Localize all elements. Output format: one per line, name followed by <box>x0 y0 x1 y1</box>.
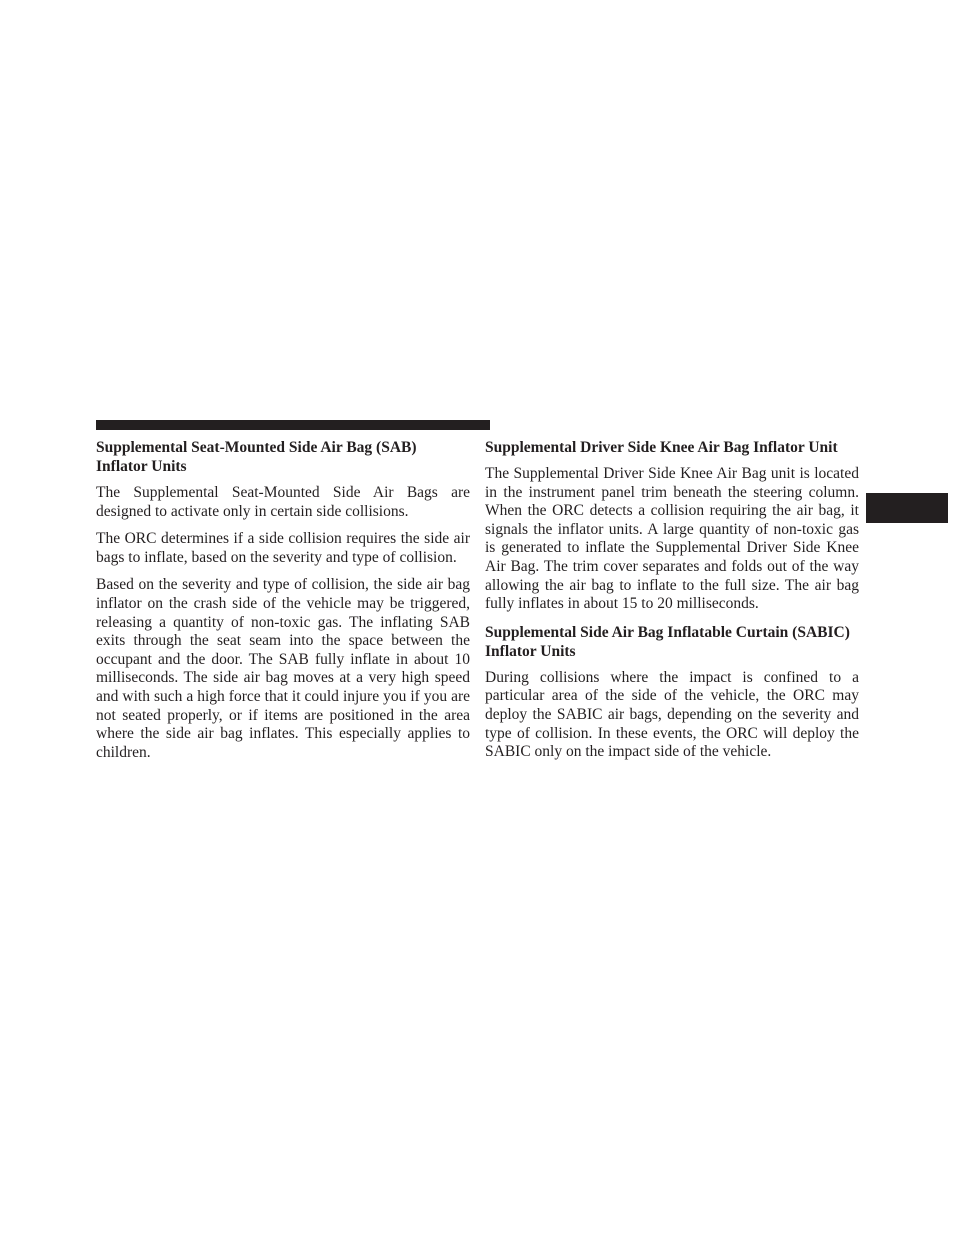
section-top-rule <box>96 420 490 430</box>
sab-heading: Supplemental Seat-Mounted Side Air Bag (SAB) Inflator Units <box>96 439 417 475</box>
right-column <box>485 438 859 771</box>
sabic-heading: Supplemental Side Air Bag Inflatable Curtain (SABIC) Inflator Units <box>485 623 850 660</box>
chapter-edge-tab <box>866 493 948 523</box>
left-column <box>96 438 470 771</box>
sab-paragraph-3: Based on the severity and type of collision, the side air bag inflator on the crash side of the vehicle may be triggered, releasing a quantity of non-toxic gas. The inflating SAB exits through the seat seam into the space between the occupant and the door. The SAB fully inflate in about 10 milliseconds. The side air bag moves at a very high speed and with such a high force that it could injure you if you are not seated properly, or if items are positioned in the area where the side air bag inflates. This especially applies to children. <box>96 576 470 761</box>
knee-air-bag-heading: Supplemental Driver Side Knee Air Bag Inflator Unit <box>485 439 838 456</box>
knee-air-bag-paragraph: The Supplemental Driver Side Knee Air Bag unit is located in the instrument panel trim beneath the steering column. When the ORC detects a collision requiring the air bag, it signals the inflator units. A large quantity of non-toxic gas is generated to inflate the Supplemental Driver Side Knee Air Bag. The trim cover separates and folds out of the way allowing the air bag to inflate to the full size. The air bag fully inflates in about 15 to 20 milliseconds. <box>485 465 859 613</box>
sab-paragraph-2: The ORC determines if a side collision requires the side air bags to inflate, based on the severity and type of collision. <box>96 530 470 566</box>
sabic-paragraph: During collisions where the impact is confined to a particular area of the side of the vehicle, the ORC may deploy the SABIC air bags, depending on the severity and type of collision. In these events, the ORC will deploy the SABIC only on the impact side of the vehicle. <box>485 668 859 761</box>
sab-paragraph-1: The Supplemental Seat-Mounted Side Air Bags are designed to activate only in certain side collisions. <box>96 484 470 520</box>
